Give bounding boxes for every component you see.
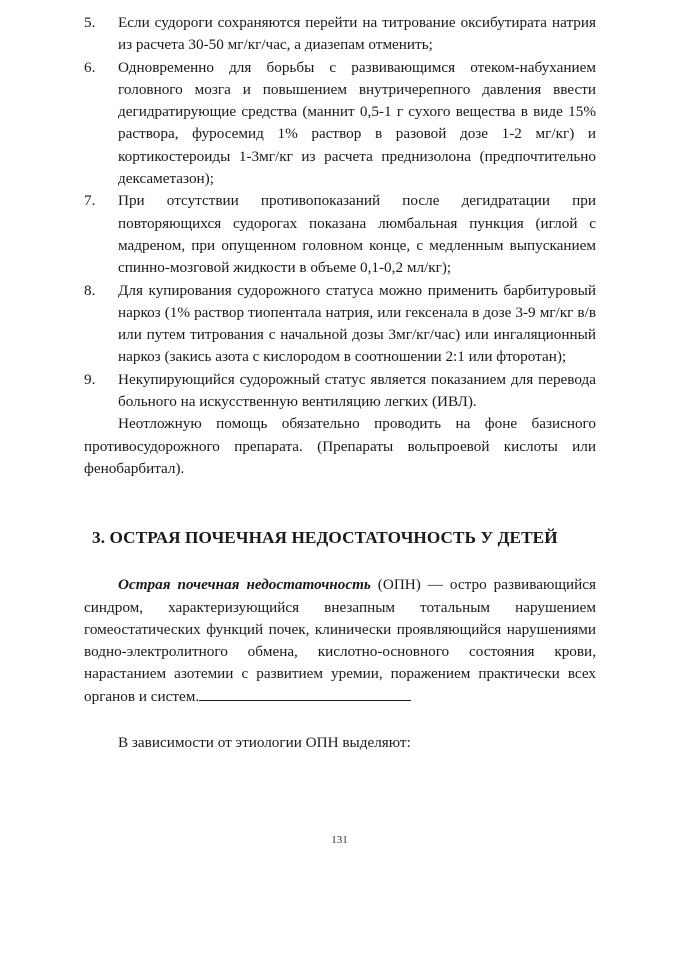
page-number: 131 [331, 834, 348, 846]
document-page [84, 12, 596, 754]
list-item-text: Одновременно для борьбы с развивающимся отеком-набуханием головного мозга и повышением внутричерепного давления ввести дегидратирующие средства (маннит 0,5-1 г сухого вещества в виде 15% раствора, фуросемид 1% раствор в разовой дозе 1-2 мг/кг) и кортикостероиды 1-3мг/кг из расчета преднизолона (предпочтительно дексаметазон); [118, 58, 596, 188]
etiology-intro: В зависимости от этиологии ОПН выделяют: [118, 734, 411, 752]
list-item-number: 6. [84, 58, 96, 76]
list-item [84, 190, 596, 279]
list-item-number: 9. [84, 370, 96, 388]
list-item-number: 5. [84, 14, 96, 31]
list-item-text: Если судороги сохраняются перейти на титрование оксибутирата натрия из расчета 30-50 мг/кг/час, а диазепам отменить; [118, 14, 596, 54]
blank-underline [199, 686, 411, 701]
list-item-number: 7. [84, 192, 96, 210]
list-item [84, 12, 596, 57]
definition-text: (ОПН) — остро развивающийся синдром, характеризующийся внезапным тотальным нарушением гомеостатических функций почек, клинически проявляющийся нарушениями водно-электролитного обмена, кислотно-основного состояния крови, нарастанием азотемии с развитием уремии, поражением практически всех органов и систем. [84, 576, 596, 705]
list-item-text: При отсутствии противопоказаний после дегидратации при повторяющихся судорогах показана люмбальная пункция (иглой с мадреном, при опущенном головном конце, с медленным выпусканием спинно-мозговой жидкости в объеме 0,1-0,2 мл/кг); [118, 192, 596, 277]
section-title: 3. ОСТРАЯ ПОЧЕЧНАЯ НЕДОСТАТОЧНОСТЬ У ДЕТЕЙ [92, 528, 558, 548]
list-item [84, 280, 596, 369]
treatment-note: Неотложную помощь обязательно проводить на фоне базисного противосудорожного препарата. (Препараты вольпроевой кислоты или фенобарбитал). [84, 415, 596, 477]
list-item [84, 57, 596, 191]
defined-term: Острая почечная недостаточность [118, 576, 371, 594]
list-item [84, 369, 596, 414]
definition-paragraph [84, 574, 596, 708]
list-item-text: Для купирования судорожного статуса можно применить барбитуровый наркоз (1% раствор тиопентала натрия, или гексенала в дозе 3-9 мг/кг в/в или путем титрования с начальной дозы 3мг/кг/час) или ингаляционный наркоз (закись азота с кислородом в соотношении 2:1 или фторотан); [118, 281, 596, 366]
list-item-number: 8. [84, 281, 96, 299]
list-item-text: Некупирующийся судорожный статус является показанием для перевода больного на искусственную вентиляцию легких (ИВЛ). [118, 370, 596, 411]
